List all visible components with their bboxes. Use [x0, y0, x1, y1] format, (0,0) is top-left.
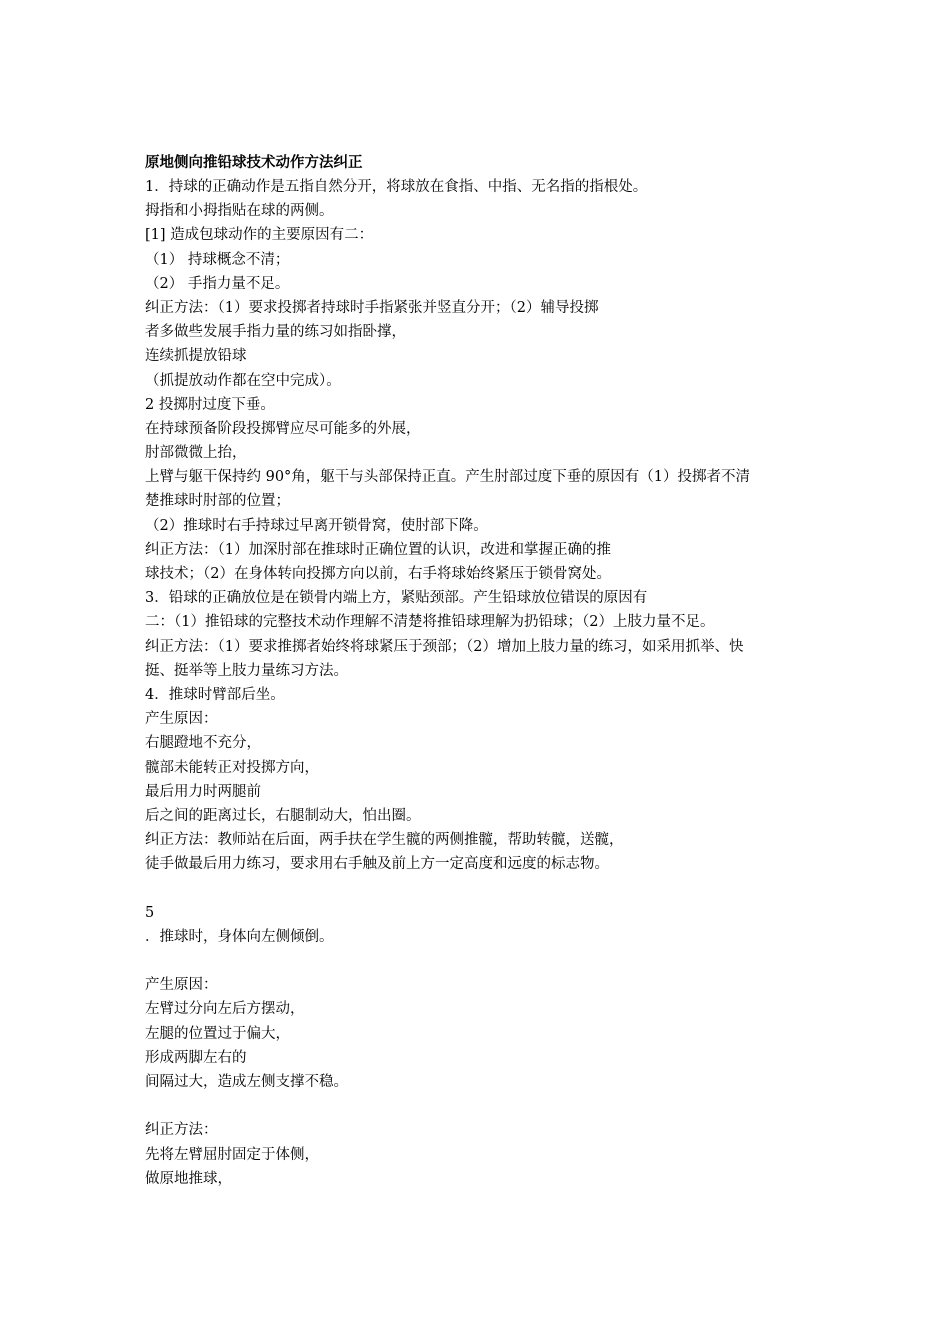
- text-line: 纠正方法：（1）要求推掷者始终将球紧压于颈部；（2）增加上肢力量的练习，如采用抓举、快: [145, 638, 744, 655]
- text-line: 纠正方法：: [145, 1122, 218, 1139]
- text-line: 髋部未能转正对投掷方向，: [145, 759, 319, 776]
- text-line: 先将左臂屈肘固定于体侧，: [145, 1146, 319, 1163]
- text-line: 右腿蹬地不充分，: [145, 735, 261, 752]
- text-line: （1） 持球概念不清；: [145, 251, 290, 268]
- blank-line: [145, 1094, 825, 1118]
- text-line: 二：（1）推铅球的完整技术动作理解不清楚将推铅球理解为扔铅球；（2）上肢力量不足。: [145, 614, 715, 631]
- document-lines: [145, 175, 825, 1191]
- text-line: 纠正方法：（1）加深肘部在推球时正确位置的认识，改进和掌握正确的推: [145, 541, 611, 558]
- blank-line: [145, 876, 825, 900]
- text-line: 者多做些发展手指力量的练习如指卧撑，: [145, 324, 406, 341]
- text-line: 形成两脚左右的: [145, 1049, 247, 1066]
- text-line: 纠正方法：教师站在后面，两手扶在学生髋的两侧推髋，帮助转髋，送髋，: [145, 832, 624, 849]
- text-line: 4．推球时臂部后坐。: [145, 686, 285, 703]
- text-line: 左腿的位置过于偏大，: [145, 1025, 290, 1042]
- text-line: 肘部微微上抬，: [145, 445, 247, 462]
- text-line: 产生原因：: [145, 977, 218, 994]
- text-line: [1] 造成包球动作的主要原因有二：: [145, 227, 374, 244]
- text-line: 连续抓提放铅球: [145, 348, 247, 365]
- text-line: 纠正方法：（1）要求投掷者持球时手指紧张并竖直分开；（2）辅导投掷: [145, 299, 599, 316]
- text-line: 上臂与躯干保持约 90°角，躯干与头部保持正直。产生肘部过度下垂的原因有（1）投掷者不清: [145, 469, 751, 486]
- text-line: 拇指和小拇指贴在球的两侧。: [145, 203, 334, 220]
- text-line: 挺、挺举等上肢力量练习方法。: [145, 662, 348, 679]
- text-line: ．推球时，身体向左侧倾倒。: [145, 928, 334, 945]
- text-line: （抓提放动作都在空中完成）。: [145, 372, 341, 389]
- text-line: 2 投掷肘过度下垂。: [145, 396, 275, 413]
- document-title: 原地侧向推铅球技术动作方法纠正: [145, 155, 363, 171]
- text-line: 后之间的距离过长，右腿制动大，怕出圈。: [145, 807, 421, 824]
- text-line: 间隔过大，造成左侧支撑不稳。: [145, 1073, 348, 1090]
- text-line: 球技术；（2）在身体转向投掷方向以前，右手将球始终紧压于锁骨窝处。: [145, 566, 611, 582]
- text-line: 左臂过分向左后方摆动，: [145, 1001, 305, 1018]
- text-line: 在持球预备阶段投掷臂应尽可能多的外展，: [145, 420, 421, 437]
- text-line: （2） 手指力量不足。: [145, 275, 290, 292]
- text-line: 楚推球时肘部的位置；: [145, 493, 290, 510]
- text-line: 产生原因：: [145, 711, 218, 728]
- document-body: [145, 151, 825, 1191]
- text-line: 5: [145, 904, 155, 921]
- text-line: （2）推球时右手持球过早离开锁骨窝，使肘部下降。: [145, 517, 488, 534]
- text-line: 3．铅球的正确放位是在锁骨内端上方，紧贴颈部。产生铅球放位错误的原因有: [145, 590, 648, 607]
- text-line: 1．持球的正确动作是五指自然分开，将球放在食指、中指、无名指的指根处。: [145, 179, 648, 195]
- text-line: 最后用力时两腿前: [145, 783, 261, 800]
- text-line: 做原地推球，: [145, 1170, 232, 1187]
- blank-line: [145, 949, 825, 973]
- text-line: 徒手做最后用力练习，要求用右手触及前上方一定高度和远度的标志物。: [145, 856, 609, 873]
